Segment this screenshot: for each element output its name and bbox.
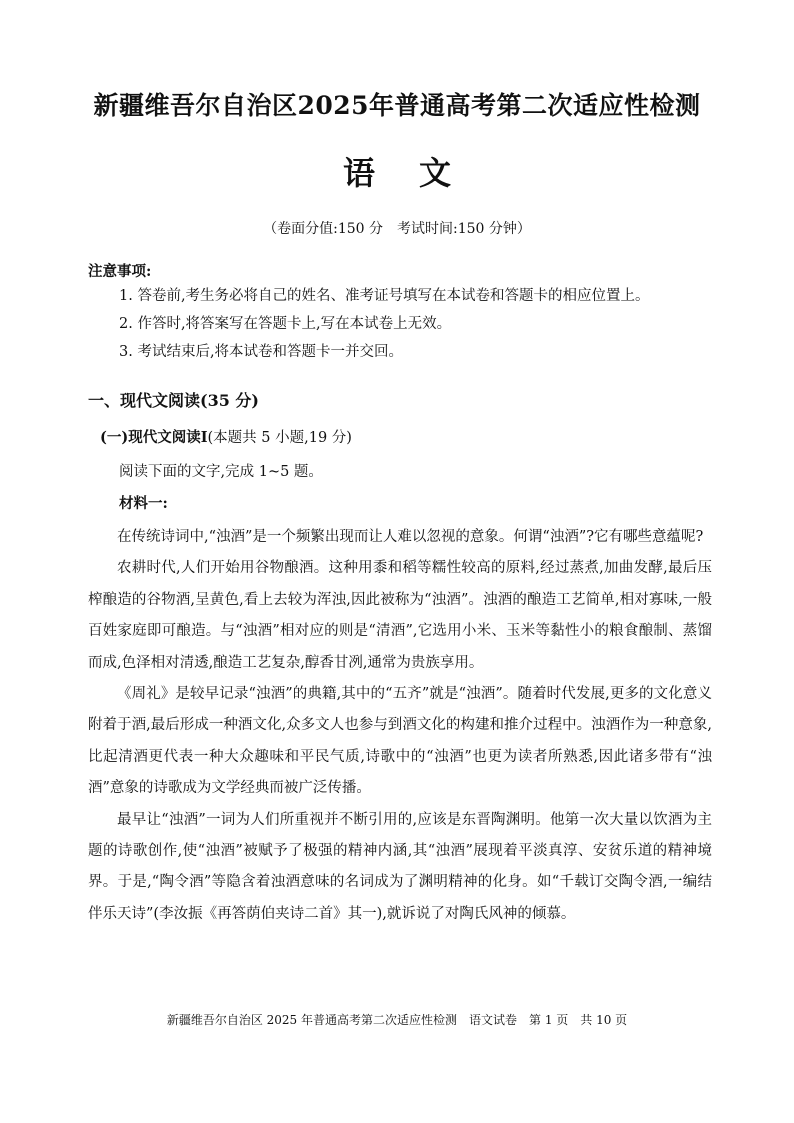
passage-paragraph: 最早让“浊酒”一词为人们所重视并不断引用的,应该是东晋陶渊明。他第一次大量以饮酒为主题的诗歌创作,使“浊酒”被赋予了极强的精神内涵,其“浊酒”展现着平淡真淳、安贫乐道的精神境界。于是,“陶令酒”等隐含着浊酒意味的名词成为了渊明精神的化身。如“千载订交陶令酒,一编结伴乐天诗”(李汝振《再答荫伯夹诗二首》其一),就诉说了对陶氏风神的倾慕。 (88, 811, 712, 922)
notice-item: 1. 答卷前,考生务必将自己的姓名、准考证号填写在本试卷和答题卡的相应位置上。 (119, 288, 650, 304)
material-label: 材料一: (119, 495, 168, 512)
passage-paragraph: 农耕时代,人们开始用谷物酿酒。这种用黍和稻等糯性较高的原料,经过蒸煮,加曲发酵,最后压榨酿造的谷物酒,呈黄色,看上去较为浑浊,因此被称为“浊酒”。浊酒的酿造工艺简单,相对寡味,一般百姓家庭即可酿造。与“浊酒”相对应的则是“清酒”,它选用小米、玉米等黏性小的粮食酿制、蒸馏而成,色泽相对清透,酿造工艺复杂,醇香甘冽,通常为贵族享用。 (88, 560, 712, 671)
subsection-heading (100, 426, 352, 447)
exam-meta: （卷面分值:150 分 考试时间:150 分钟） (263, 221, 531, 237)
passage-paragraph: 在传统诗词中,“浊酒”是一个频繁出现而让人难以忽视的意象。何谓“浊酒”?它有哪些意蕴呢? (117, 529, 704, 545)
subsection-detail: (本题共 5 小题,19 分) (207, 430, 352, 446)
subsection-label: (一)现代文阅读Ⅰ (100, 429, 208, 446)
passage-paragraph: 《周礼》是较早记录“浊酒”的典籍,其中的“五齐”就是“浊酒”。随着时代发展,更多的文化意义附着于酒,最后形成一种酒文化,众多文人也参与到酒文化的构建和推介过程中。浊酒作为一种意象,比起清酒更代表一种大众趣味和平民气质,诗歌中的“浊酒”也更为读者所熟悉,因此诸多带有“浊酒”意象的诗歌成为文学经典而被广泛传播。 (88, 686, 712, 797)
passage-body (88, 522, 712, 930)
exam-title: 新疆维吾尔自治区2025年普通高考第二次适应性检测 (93, 91, 701, 120)
section-title: 一、现代文阅读(35 分) (88, 391, 259, 410)
notice-list (119, 284, 650, 368)
page-footer: 新疆维吾尔自治区 2025 年普通高考第二次适应性检测 语文试卷 第 1 页 共 10 页 (166, 1013, 628, 1027)
reading-instruction: 阅读下面的文字,完成 1~5 题。 (119, 464, 323, 480)
notice-item: 2. 作答时,将答案写在答题卡上,写在本试卷上无效。 (119, 316, 452, 332)
subject-title: 语文 (342, 154, 495, 192)
notice-item: 3. 考试结束后,将本试卷和答题卡一并交回。 (119, 344, 404, 360)
notice-title: 注意事项: (88, 263, 152, 280)
